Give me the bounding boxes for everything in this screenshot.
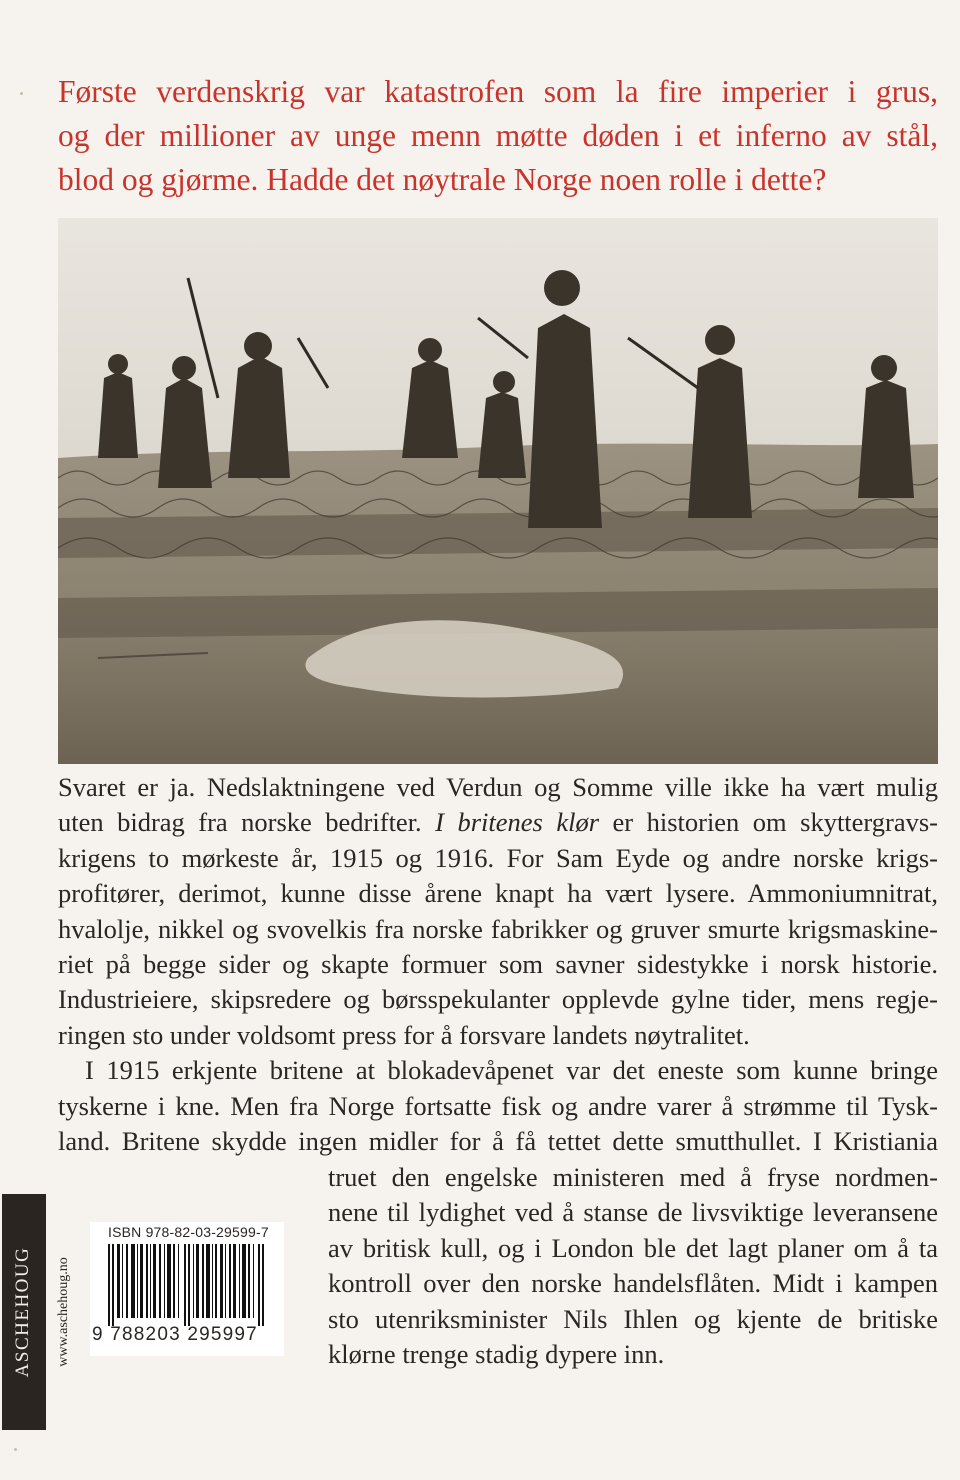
body-line: profitører, derimot, kunne disse årene knapt ha vært lysere. Ammoniumnitrat, — [58, 878, 938, 909]
body-line-part: uten bidrag fra norske bedrifter. — [58, 807, 436, 838]
body-line: tyskerne i kne. Men fra Norge fortsatte fisk og andre varer å strømme til Tysk- — [58, 1090, 938, 1121]
barcode-digits: 9 788203 295997 — [92, 1324, 258, 1345]
body-line: land. Britene skydde ingen midler for å få tettet dette smutthullet. I Kristiania — [58, 1125, 938, 1156]
paper-speck — [20, 92, 23, 95]
photo-illustration — [58, 218, 938, 764]
publisher-logo: ASCHEHOUG — [12, 1246, 33, 1378]
body-line: riet på begge sider og skapte formuer som savner sidestykke i norsk historie. — [58, 948, 938, 979]
paper-speck — [14, 1448, 17, 1451]
body-text-narrow — [328, 1160, 938, 1372]
body-line: truet den engelske ministeren med å fryse nordmen- — [328, 1162, 938, 1192]
body-line: Industrieiere, skipsredere og børsspekulanter opplevde gylne tider, mens regje- — [58, 984, 938, 1015]
body-line: hvalolje, nikkel og svovelkis fra norske fabrikker og gruver smurte krigsmaskine- — [58, 913, 938, 944]
body-line: klørne trenge stadig dypere inn. — [328, 1338, 665, 1369]
intro-text — [58, 70, 938, 202]
body-line: av britisk kull, og i London ble det lagt planer om å ta — [328, 1232, 938, 1263]
intro-line: Første verdenskrig var katastrofen som la fire imperier i grus, — [58, 74, 938, 109]
ww1-soldiers-advancing-photo — [58, 218, 938, 764]
body-line: nene til lydighet ved å stanse de livsviktige leveransene — [328, 1197, 938, 1228]
body-line — [58, 805, 938, 840]
intro-line: og der millioner av unge menn møtte døden i et inferno av stål, — [58, 118, 938, 153]
body-line: ringen sto under voldsomt press for å forsvare landets nøytralitet. — [58, 1019, 750, 1050]
body-line: sto utenriksminister Nils Ihlen og kjente de britiske — [328, 1303, 938, 1334]
body-line: I 1915 erkjente britene at blokadevåpenet var det eneste som kunne bringe — [85, 1055, 938, 1086]
publisher-url: www.aschehoug.no — [56, 1257, 71, 1367]
barcode-bars — [98, 1244, 278, 1326]
isbn-label: ISBN 978-82-03-29599-7 — [108, 1224, 269, 1240]
body-line: krigens to mørkeste år, 1915 og 1916. For Sam Eyde og andre norske krigs- — [58, 842, 938, 873]
book-title: I britenes klør — [435, 807, 600, 838]
body-line: Svaret er ja. Nedslaktningene ved Verdun og Somme ville ikke ha vært mulig — [58, 772, 938, 802]
intro-line: blod og gjørme. Hadde det nøytrale Norge noen rolle i dette? — [58, 162, 827, 197]
barcode — [90, 1222, 284, 1356]
body-line: kontroll over den norske handelsflåten. Midt i kampen — [328, 1268, 938, 1299]
body-line-part: er historien om skyttergravs- — [599, 807, 939, 838]
body-text — [58, 770, 938, 1159]
